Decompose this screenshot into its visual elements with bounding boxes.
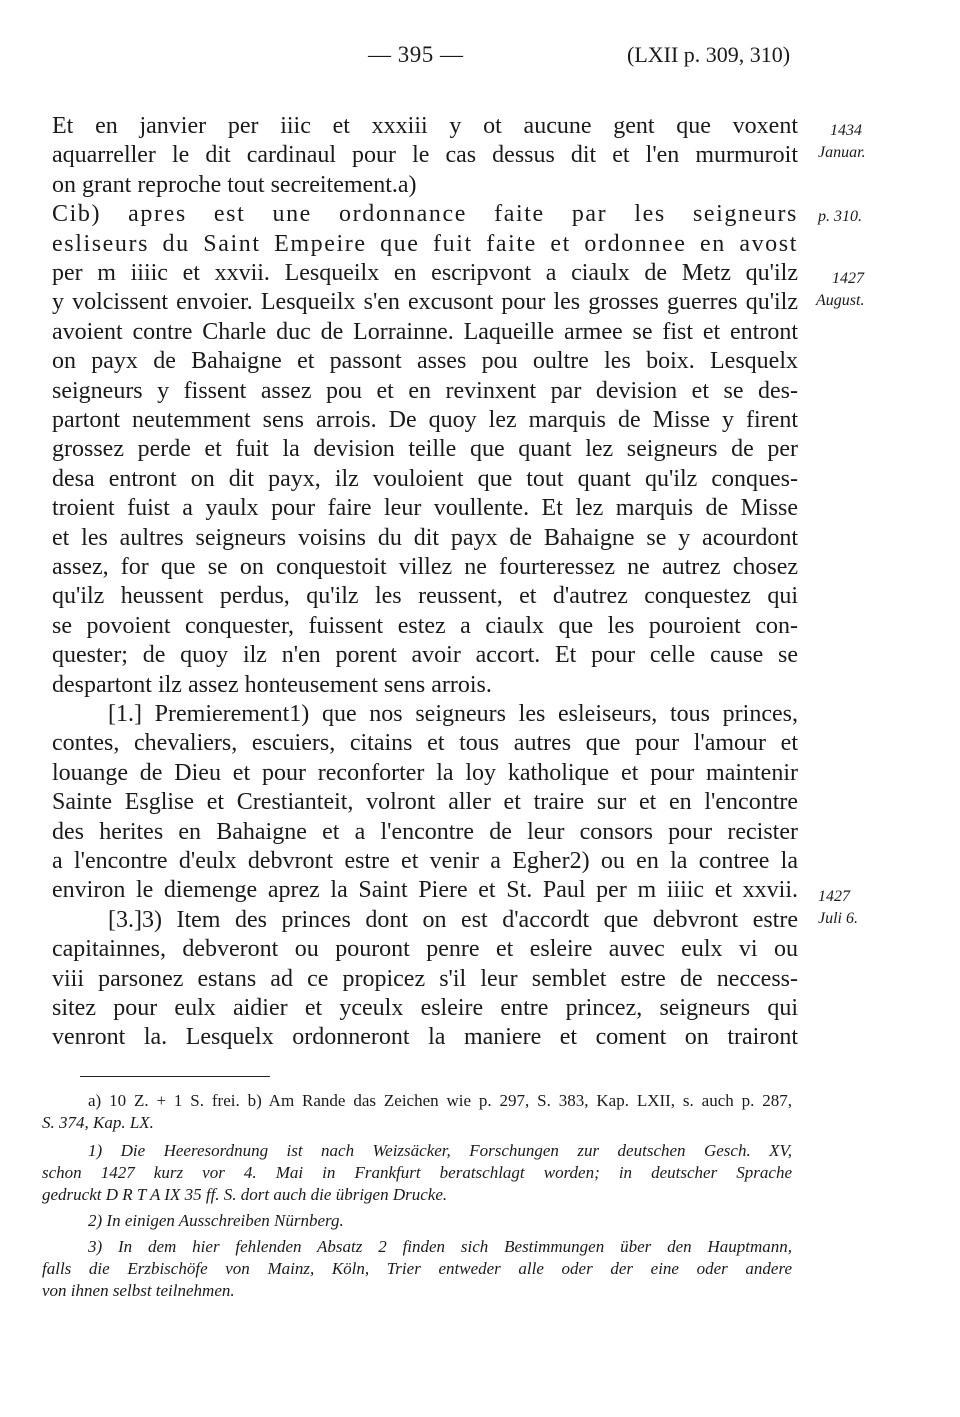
- margin-year: 1427: [832, 270, 864, 287]
- text-line: venront la. Lesquelx ordonneront la maniere et coment on trairont: [52, 1024, 798, 1051]
- text-line: esliseurs du Saint Empeire que fuit faite et ordonnee en avost: [52, 230, 798, 257]
- footnote-separator: [80, 1076, 270, 1077]
- footnote-line: S. 374, Kap. LX.: [42, 1113, 154, 1132]
- text-line: qu'ilz heussent perdus, qu'ilz les reussent, et d'autrez conquestez qui: [52, 583, 798, 610]
- text-line: Et en janvier per iiic et xxxiii y ot aucune gent que voxent: [52, 113, 798, 139]
- text-line: per m iiiic et xxvii. Lesqueilx en escripvont a ciaulx de Metz qu'ilz: [52, 260, 798, 286]
- footnote-line: 2) In einigen Ausschreiben Nürnberg.: [88, 1211, 344, 1230]
- text-line: sitez pour eulx aidier et yceulx esleire entre princez, seigneurs qui: [52, 995, 798, 1021]
- margin-year: 1427: [818, 888, 850, 905]
- text-line: [1.] Premierement1) que nos seigneurs les esleiseurs, tous princes,: [108, 701, 798, 727]
- margin-page-ref: p. 310.: [818, 208, 862, 225]
- text-line: viii parsonez estans ad ce propicez s'il leur semblet estre de neccess-: [52, 965, 798, 992]
- text-line: louange de Dieu et pour reconforter la loy katholique et pour maintenir: [52, 759, 798, 786]
- text-line: partont neutemment sens arrois. De quoy lez marquis de Misse y firent: [52, 407, 798, 433]
- text-line: on payx de Bahaigne et passont asses pou oultre les boix. Lesquelx: [52, 348, 798, 375]
- margin-month: August.: [816, 292, 865, 309]
- text-line: avoient contre Charle duc de Lorrainne. Laqueille armee se fist et entront: [52, 318, 798, 345]
- text-line: contes, chevaliers, escuiers, citains et tous autres que pour l'amour et: [52, 730, 798, 757]
- margin-date: Juli 6.: [818, 910, 858, 927]
- footnote-line: a) 10 Z. + 1 S. frei. b) Am Rande das Zeichen wie p. 297, S. 383, Kap. LXII, s. auch p. 287,: [88, 1091, 792, 1110]
- text-line: y volcissent envoier. Lesqueilx s'en excusont pour les grosses guerres qu'ilz: [52, 289, 798, 316]
- chapter-reference: (LXII p. 309, 310): [627, 42, 791, 67]
- text-line: Sainte Esglise et Crestianteit, volront aller et traire sur et en l'encontre: [52, 789, 798, 816]
- text-line: se povoient conquester, fuissent estez a ciaulx que les pouroient con-: [52, 612, 798, 639]
- text-line: desa entront on dit payx, ilz vouloient que tout quant qu'ilz conques-: [52, 465, 798, 492]
- footnote-line: gedruckt D R T A IX 35 ff. S. dort auch die übrigen Drucke.: [42, 1185, 448, 1204]
- page-number: — 395 —: [368, 42, 464, 67]
- text-line: seigneurs y fissent assez pou et en revinxent par devision et se des-: [52, 377, 798, 404]
- text-line: aquarreller le dit cardinaul pour le cas dessus dit et l'en murmuroit: [52, 142, 798, 169]
- text-line: despartont ilz assez honteusement sens arrois.: [52, 671, 492, 698]
- text-line: assez, for que se on conquestoit villez ne fourteressez ne autrez chosez: [52, 554, 798, 580]
- text-line: on grant reproche tout secreitement.a): [52, 171, 417, 198]
- text-line: Cib) apres est une ordonnance faite par les seigneurs: [52, 201, 798, 228]
- margin-month: Januar.: [818, 144, 866, 161]
- text-line: [3.]3) Item des princes dont on est d'accordt que debvront estre: [108, 906, 798, 933]
- text-line: des herites en Bahaigne et a l'encontre de leur consors pour recister: [52, 818, 798, 845]
- footnote-line: schon 1427 kurz vor 4. Mai in Frankfurt beratschlagt worden; in deutscher Sprache: [42, 1163, 792, 1182]
- text-line: capitainnes, debveront ou pouront penre et esleire auvec eulx vi ou: [52, 936, 798, 963]
- margin-year: 1434: [830, 122, 862, 139]
- text-line: quester; de quoy ilz n'en porent avoir accort. Et pour celle cause se: [52, 642, 798, 669]
- text-line: a l'encontre d'eulx debvront estre et venir a Egher2) ou en la contree la: [52, 848, 798, 874]
- text-line: troient fuist a yaulx pour faire leur voullente. Et lez marquis de Misse: [52, 495, 798, 522]
- text-line: et les aultres seigneurs voisins du dit payx de Bahaigne se y acourdont: [52, 524, 798, 551]
- running-header: [0, 42, 960, 78]
- text-line: grossez perde et fuit la devision teille que quant lez seigneurs de per: [52, 436, 798, 463]
- footnote-line: falls die Erzbischöfe von Mainz, Köln, Trier entweder alle oder der eine oder andere: [42, 1259, 792, 1278]
- footnote-line: von ihnen selbst teilnehmen.: [42, 1281, 235, 1300]
- footnote-line: 1) Die Heeresordnung ist nach Weizsäcker, Forschungen zur deutschen Gesch. XV,: [88, 1141, 792, 1160]
- text-line: environ le diemenge aprez la Saint Piere et St. Paul per m iiiic et xxvii.: [52, 877, 798, 904]
- footnote-line: 3) In dem hier fehlenden Absatz 2 finden sich Bestimmungen über den Hauptmann,: [88, 1237, 792, 1256]
